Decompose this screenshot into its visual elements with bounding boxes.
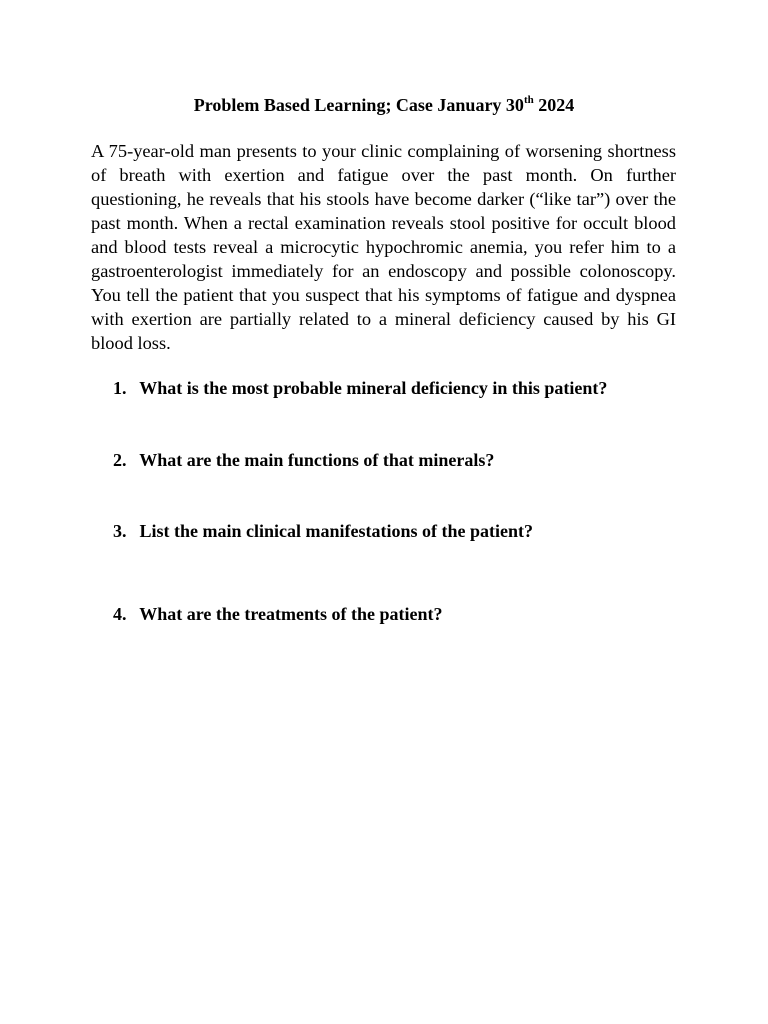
document-title xyxy=(0,94,768,116)
title-year: 2024 xyxy=(533,95,575,115)
question-item xyxy=(113,377,713,399)
question-text: List the main clinical manifestations of the patient? xyxy=(139,521,533,541)
title-text: Problem Based Learning; Case January 30 xyxy=(193,95,524,115)
question-text: What are the main functions of that minerals? xyxy=(139,450,495,470)
case-paragraph: A 75-year-old man presents to your clinic complaining of worsening shortness of breath with exertion and fatigue over the past month. On further questioning, he reveals that his stools have become darker (“like tar”) over the past month. When a rectal examination reveals stool positive for occult blood and blood tests reveal a microcytic hypochromic anemia, you refer him to a gastroenterologist immediately for an endoscopy and possible colonoscopy. You tell the patient that you suspect that his symptoms of fatigue and dyspnea with exertion are partially related to a mineral deficiency caused by his GI blood loss. xyxy=(91,141,676,353)
question-item xyxy=(113,520,713,542)
question-text: What are the treatments of the patient? xyxy=(139,604,443,624)
question-text: What is the most probable mineral deficiency in this patient? xyxy=(139,378,608,398)
title-ordinal-superscript: th xyxy=(523,94,534,106)
question-item xyxy=(113,603,713,625)
question-item xyxy=(113,449,713,471)
question-number: 2. xyxy=(113,450,127,470)
question-number: 3. xyxy=(113,521,127,541)
question-number: 4. xyxy=(113,604,127,624)
question-number: 1. xyxy=(113,378,127,398)
